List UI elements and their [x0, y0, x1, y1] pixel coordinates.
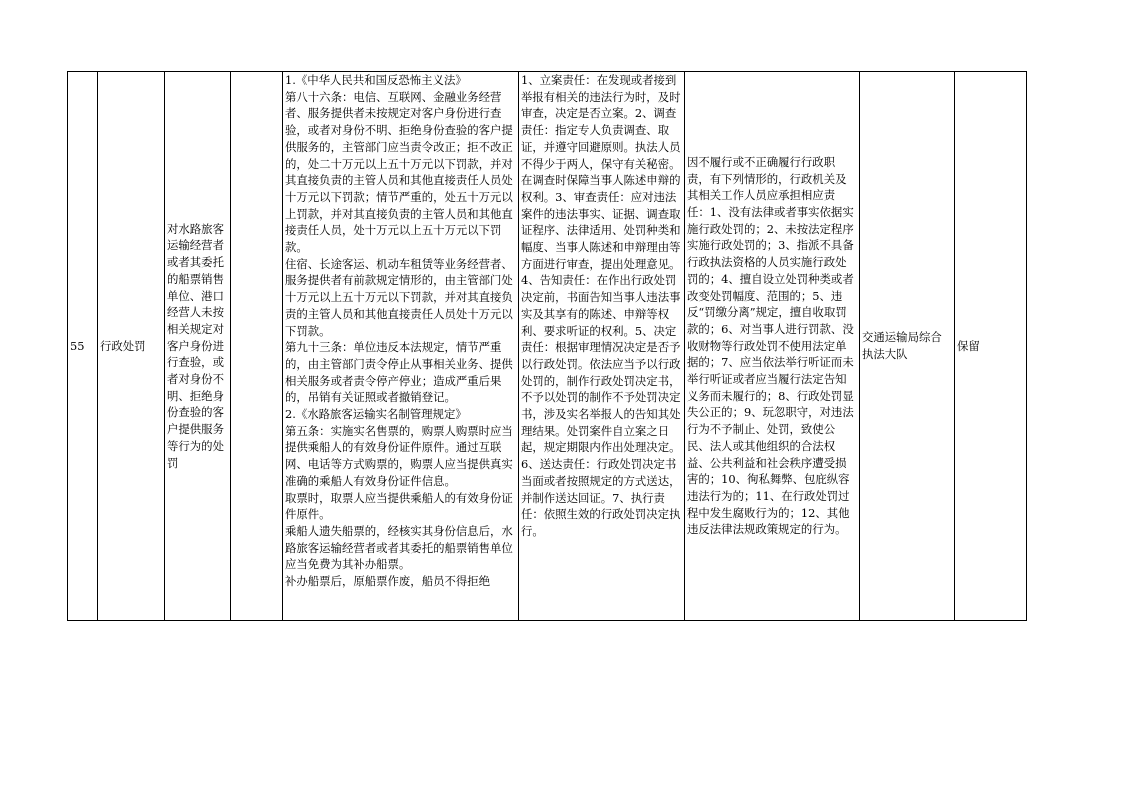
responsibility-text: 1、立案责任：在发现或者接到举报有相关的违法行为时，及时审查，决定是否立案。2、调查责任：指定专人负责调查、取证，并遵守回避原则。执法人员不得少于两人，保守有关秘密。在调查时保障当事人陈述申辩的权利。3、审查责任：应对违法案件的违法事实、证据、调查取证程序、法律适用、处罚种类和幅度、当事人陈述和申辩理由等方面进行审查，提出处理意见。4、告知责任：在作出行政处罚决定前，书面告知当事人违法事实及其享有的陈述、申辩等权利、要求听证的权利。5、决定责任：根据审理情况决定是否予以行政处罚。依法应当予以行政处罚的，制作行政处罚决定书，不予以处罚的制作不予处罚决定书，涉及实名举报人的告知其处理结果。处罚案件自立案之日起，规定期限内作出处理决定。 6、送达责任：行政处罚决定书当面或者按照规定的方式送达，并制作送达回证。7、执行责任：依照生效的行政处罚决定执行。: [521, 73, 681, 538]
responsibility-cell: [519, 72, 685, 621]
rights-table: [67, 71, 1027, 621]
category-cell: 行政处罚: [98, 72, 165, 621]
accountability-text: 因不履行或不正确履行行政职责，有下列情形的，行政机关及其相关工作人员应承担相应责任：1、没有法律或者事实依据实施行政处罚的；2、未按法定程序实施行政处罚的；3、指派不具备行政执法资格的人员实施行政处罚的；4、擅自设立处罚种类或者改变处罚幅度、范围的；5、违反“罚缴分离”规定，擅自收取罚款的；6、对当事人进行罚款、没收财物等行政处罚不使用法定单据的；7、应当依法举行听证而未举行听证或者应当履行法定告知义务而未履行的；8、行政处罚显失公正的；9、玩忽职守，对违法行为不予制止、处罚，致使公民、法人或其他组织的合法权益、公共利益和社会秩序遭受损害的；10、徇私舞弊、包庇纵容违法行为的；11、在行政处罚过程中发生腐败行为的；12、其他违反法律法规政策规定的行为。: [687, 154, 854, 537]
legal-basis-cell: [283, 72, 519, 621]
table-row: [68, 72, 1027, 621]
sub-item-cell: [231, 72, 283, 621]
accountability-cell: [685, 72, 860, 621]
legal-basis-text: 1.《中华人民共和国反恐怖主义法》 第八十六条：电信、互联网、金融业务经营者、服务提供者未按规定对客户身份进行查验，或者对身份不明、拒绝身份查验的客户提供服务的，主管部门应当责令改正；拒不改正的，处二十万元以上五十万元以下罚款，并对其直接负责的主管人员和其他直接责任人员处十万元以下罚款；情节严重的，处五十万元以上罚款，并对其直接负责的主管人员和其他直接责任人员，处十万元以上五十万元以下罚款。 住宿、长途客运、机动车租赁等业务经营者、服务提供者有前款规定情形的，由主管部门处十万元以上五十万元以下罚款，并对其直接负责的主管人员和其他直接责任人员处十万元以下罚款。 第九十三条：单位违反本法规定，情节严重的，由主管部门责令停止从事相关业务、提供相关服务或者责令停产停业；造成严重后果的，吊销有关证照或者撤销登记。 2.《水路旅客运输实名制管理规定》 第五条：实施实名售票的，购票人购票时应当提供乘船人的有效身份证件原件。通过互联网、电话等方式购票的，购票人应当提供真实准确的乘船人有效身份证件信息。 取票时，取票人应当提供乘船人的有效身份证件原件。 乘船人遗失船票的，经核实其身份信息后，水路旅客运输经营者或者其委托的船票销售单位应当免费为其补办船票。 补办船票后，原船票作废，船员不得拒绝: [285, 73, 513, 589]
remark-cell: 保留: [955, 72, 1027, 621]
row-index: 55: [68, 72, 98, 621]
agency-cell: 交通运输局综合执法大队: [860, 72, 955, 621]
item-name-cell: 对水路旅客运输经营者或者其委托的船票销售单位、港口经营人未按相关规定对客户身份进行查验，或者对身份不明、拒绝身份查验的客户提供服务等行为的处罚: [165, 72, 231, 621]
